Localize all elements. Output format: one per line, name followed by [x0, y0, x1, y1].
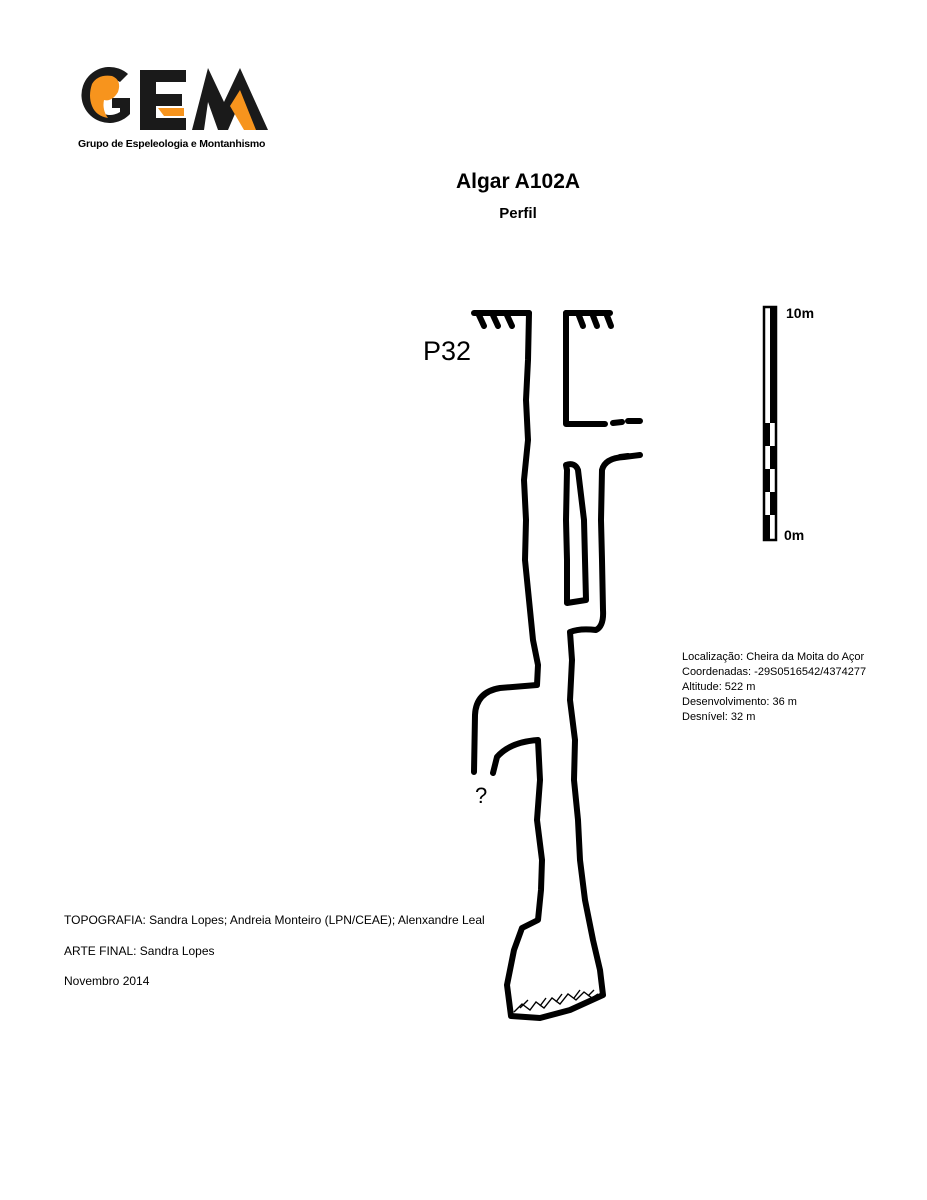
- credit-topography: TOPOGRAFIA: Sandra Lopes; Andreia Monteiro (LPN/CEAE); Alenxandre Leal: [64, 913, 485, 927]
- credit-date: Novembro 2014: [64, 974, 150, 988]
- unknown-continuation-marker: ?: [475, 783, 488, 808]
- info-depth: Desnível: 32 m: [682, 711, 756, 723]
- right-wall-upper: [566, 313, 605, 424]
- organization-name: Grupo de Espeleologia e Montanhismo: [78, 138, 266, 150]
- info-altitude: Altitude: 522 m: [682, 681, 756, 693]
- cave-info-block: [682, 650, 866, 725]
- credit-final-art: ARTE FINAL: Sandra Lopes: [64, 944, 215, 958]
- scale-bottom-label: 0m: [784, 527, 805, 543]
- dashed-passage-upper: [613, 421, 640, 423]
- info-development: Desenvolvimento: 36 m: [682, 696, 797, 708]
- page-title: Algar A102A: [455, 170, 581, 193]
- dashed-passage-lower: [620, 456, 628, 457]
- scale-top-label: 10m: [786, 305, 815, 321]
- scale-bar: [764, 307, 776, 540]
- pitch-label: P32: [423, 336, 472, 366]
- page-subtitle: Perfil: [499, 205, 537, 222]
- left-wall: [474, 313, 538, 772]
- inner-pillar: [566, 464, 586, 603]
- info-location: Localização: Cheira da Moita do Açor: [682, 651, 865, 663]
- info-coordinates: Coordenadas: -29S0516542/4374277: [682, 666, 867, 678]
